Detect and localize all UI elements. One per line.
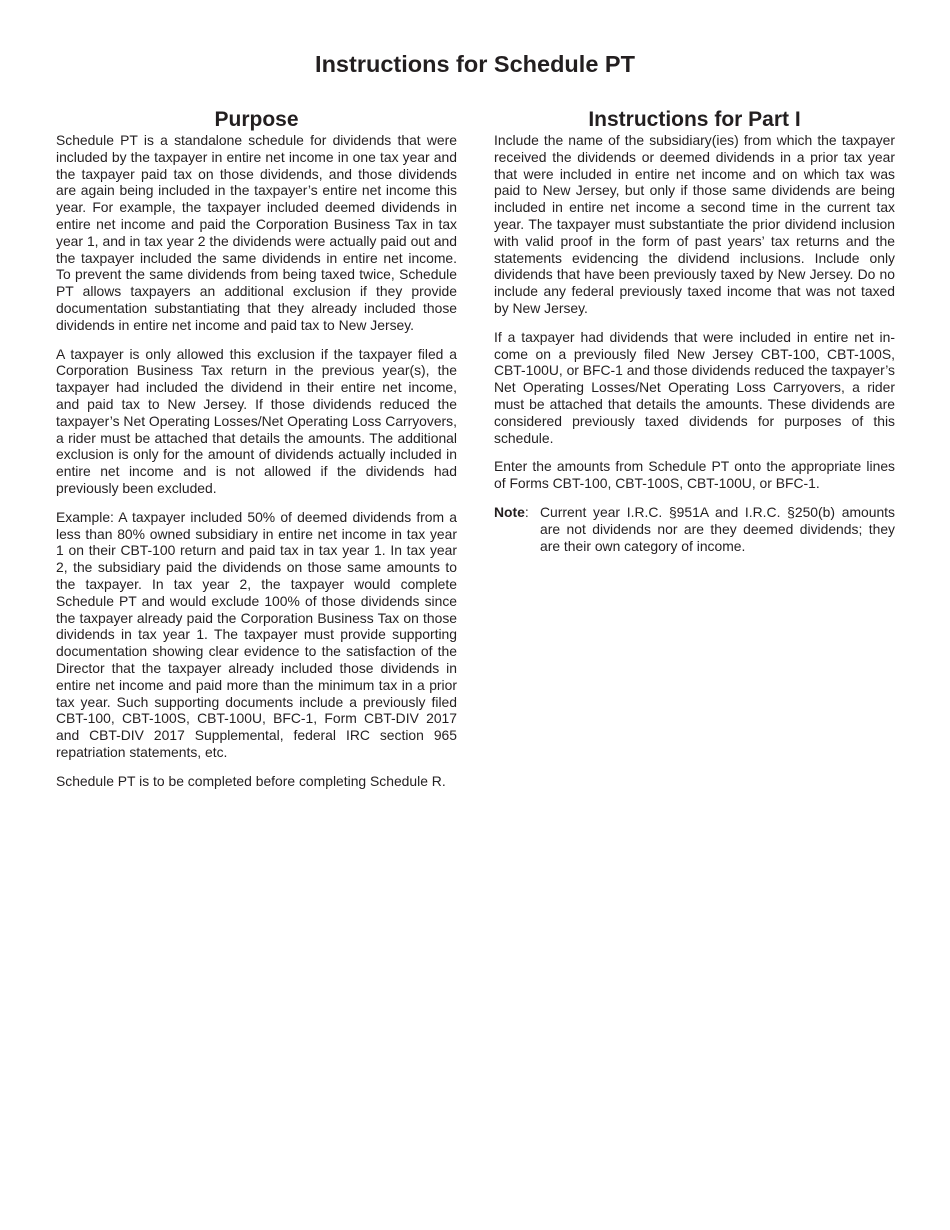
note-label-wrap	[494, 504, 540, 554]
purpose-paragraph-2: A taxpayer is only allowed this exclusion if the taxpayer filed a Corporation Business Tax return in the previous year(s), the taxpayer had included the dividend in their entire net income, and paid tax to New Jersey. If those dividends reduced the taxpayer’s Net Operating Losses/Net Operating Loss Carryovers, a rider must be attached that details the amounts. The additional exclusion is only for the amount of dividends actually included in entire net income and is not allowed if the dividends had previously been excluded.	[56, 345, 457, 496]
part1-heading: Instructions for Part I	[588, 108, 801, 131]
part1-paragraph-2: If a taxpayer had dividends that were included in entire net income on a previously filed New Jersey CBT-100, CBT-100S, CBT-100U, or BFC-1 and those dividends reduced the taxpayer’s Net Operating Losses/Net Operating Loss Carryovers, a rider must be attached that details the amounts. These dividends are considered previously taxed dividends for purposes of this schedule.	[494, 328, 895, 446]
note-text: Current year I.R.C. §951A and I.R.C. §250(b) amounts are not dividends nor are they deemed dividends; they are their own category of income.	[540, 503, 895, 554]
purpose-paragraph-4: Schedule PT is to be completed before completing Schedule R.	[56, 772, 446, 789]
note-label: Note	[494, 503, 525, 520]
part1-paragraph-1: Include the name of the subsidiary(ies) from which the taxpayer received the dividends or deemed dividends in a prior tax year that were included in entire net income and on which tax was paid to New Jersey, but only if those same dividends are being included in entire net income a second time in the current tax year. The taxpayer must substantiate the prior dividend inclusion with valid proof in the form of past years’ tax returns and the statements evidencing the dividend inclusions. Include only dividends that have been previously taxed by New Jersey. Do no include any federal previously taxed income that was not taxed by New Jersey.	[494, 132, 895, 316]
purpose-paragraph-3: Example: A taxpayer included 50% of deemed dividends from a less than 80% owned subsidiary in entire net income in tax year 1 on their CBT-100 return and paid tax in tax year 1. In tax year 2, the subsidiary paid the dividends on those same amounts to the taxpayer. In tax year 2, the taxpayer would complete Schedule PT and would exclude 100% of those dividends since the taxpayer already paid the Corporation Business Tax on those dividends in tax year 1. The taxpayer must provide supporting documentation showing clear evidence to the satisfaction of the Director that the taxpayer already included those dividends in entire net income and paid more than the minimum tax in a prior tax year. Such supporting documents include a previously filed CBT-100, CBT-100S, CBT-100U, BFC-1, Form CBT-DIV 2017 and CBT-DIV 2017 Supplemental, federal IRC section 965 repatriation statements, etc.	[56, 508, 457, 760]
note	[494, 504, 895, 554]
purpose-section	[56, 108, 457, 801]
purpose-paragraph-1: Schedule PT is a standalone schedule for dividends that were included by the taxpayer in entire net income in one tax year and the taxpayer paid tax on those dividends, and those dividends are again being included in the taxpayer’s entire net income this year. For example, the taxpayer included deemed dividends in entire net income and paid the Corporation Business Tax in tax year 1, and in tax year 2 the dividends were actually paid out and the taxpayer included the same dividends in entire net income. To prevent the same dividends from being taxed twice, Schedule PT allows taxpayers an additional exclusion if they provide documentation substantiating that they already included those dividends in entire net income and paid tax to New Jersey.	[56, 132, 457, 333]
part1-section	[494, 108, 895, 554]
page-title: Instructions for Schedule PT	[315, 51, 635, 77]
part1-paragraph-3: Enter the amounts from Schedule PT onto the appropriate lines of Forms CBT-100, CBT-100S, CBT-100U, or BFC-1.	[494, 458, 895, 492]
purpose-heading: Purpose	[214, 108, 299, 131]
note-colon: :	[524, 503, 529, 520]
